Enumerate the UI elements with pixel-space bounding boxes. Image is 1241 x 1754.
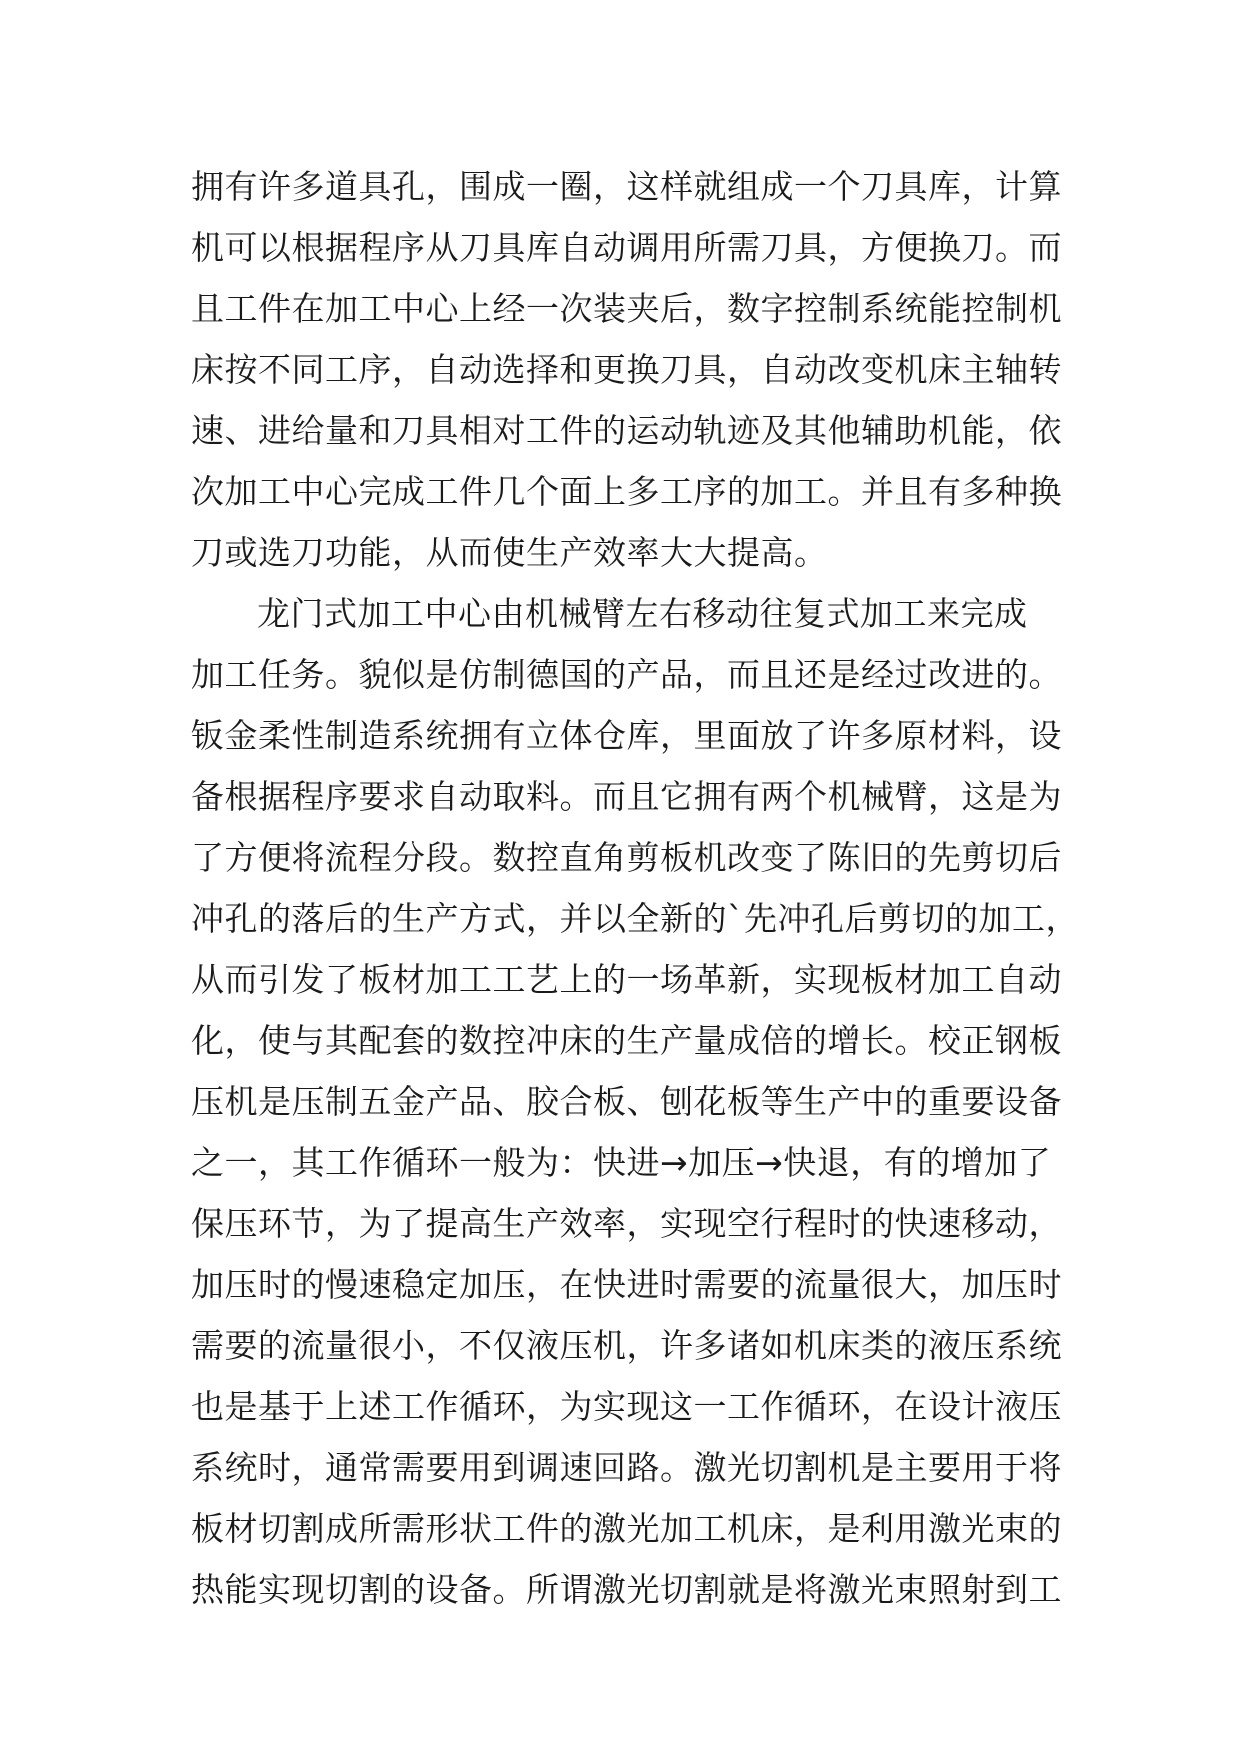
text-line: 需要的流量很小，不仅液压机，许多诸如机床类的液压系统 xyxy=(191,1326,1062,1365)
paragraph-2 xyxy=(191,583,1079,1620)
text-line: 钣金柔性制造系统拥有立体仓库，里面放了许多原材料，设 xyxy=(191,716,1062,755)
text-line: 且工件在加工中心上经一次装夹后，数字控制系统能控制机 xyxy=(191,289,1062,328)
text-line: 拥有许多道具孔，围成一圈，这样就组成一个刀具库，计算 xyxy=(191,167,1062,206)
text-line: 热能实现切割的设备。所谓激光切割就是将激光束照射到工 xyxy=(191,1570,1062,1609)
text-line: 从而引发了板材加工工艺上的一场革新，实现板材加工自动 xyxy=(191,960,1062,999)
text-line: 系统时，通常需要用到调速回路。激光切割机是主要用于将 xyxy=(191,1448,1062,1487)
text-line: 床按不同工序，自动选择和更换刀具，自动改变机床主轴转 xyxy=(191,350,1062,389)
text-line: 加压时的慢速稳定加压，在快进时需要的流量很大，加压时 xyxy=(191,1265,1062,1304)
text-line: 保压环节，为了提高生产效率，实现空行程时的快速移动， xyxy=(191,1204,1062,1243)
text-line: 加工任务。貌似是仿制德国的产品，而且还是经过改进的。 xyxy=(191,655,1062,694)
text-line: 压机是压制五金产品、胶合板、刨花板等生产中的重要设备 xyxy=(191,1082,1062,1121)
text-line: 之一，其工作循环一般为：快进→加压→快退，有的增加了 xyxy=(191,1143,1052,1182)
text-line: 次加工中心完成工件几个面上多工序的加工。并且有多种换 xyxy=(191,472,1062,511)
text-line: 速、进给量和刀具相对工件的运动轨迹及其他辅助机能，依 xyxy=(191,411,1062,450)
text-line: 冲孔的落后的生产方式，并以全新的`先冲孔后剪切的加工， xyxy=(191,899,1079,938)
text-line: 板材切割成所需形状工件的激光加工机床，是利用激光束的 xyxy=(191,1509,1062,1548)
body-text xyxy=(191,156,1079,1620)
text-line: 刀或选刀功能，从而使生产效率大大提高。 xyxy=(191,533,828,572)
text-line: 备根据程序要求自动取料。而且它拥有两个机械臂，这是为 xyxy=(191,777,1062,816)
text-line: 了方便将流程分段。数控直角剪板机改变了陈旧的先剪切后 xyxy=(191,838,1062,877)
text-line: 化，使与其配套的数控冲床的生产量成倍的增长。校正钢板 xyxy=(191,1021,1062,1060)
text-line: 机可以根据程序从刀具库自动调用所需刀具，方便换刀。而 xyxy=(191,228,1062,267)
paragraph-1 xyxy=(191,156,1071,583)
text-line: 也是基于上述工作循环，为实现这一工作循环，在设计液压 xyxy=(191,1387,1062,1426)
text-line: 龙门式加工中心由机械臂左右移动往复式加工来完成 xyxy=(257,594,1028,633)
